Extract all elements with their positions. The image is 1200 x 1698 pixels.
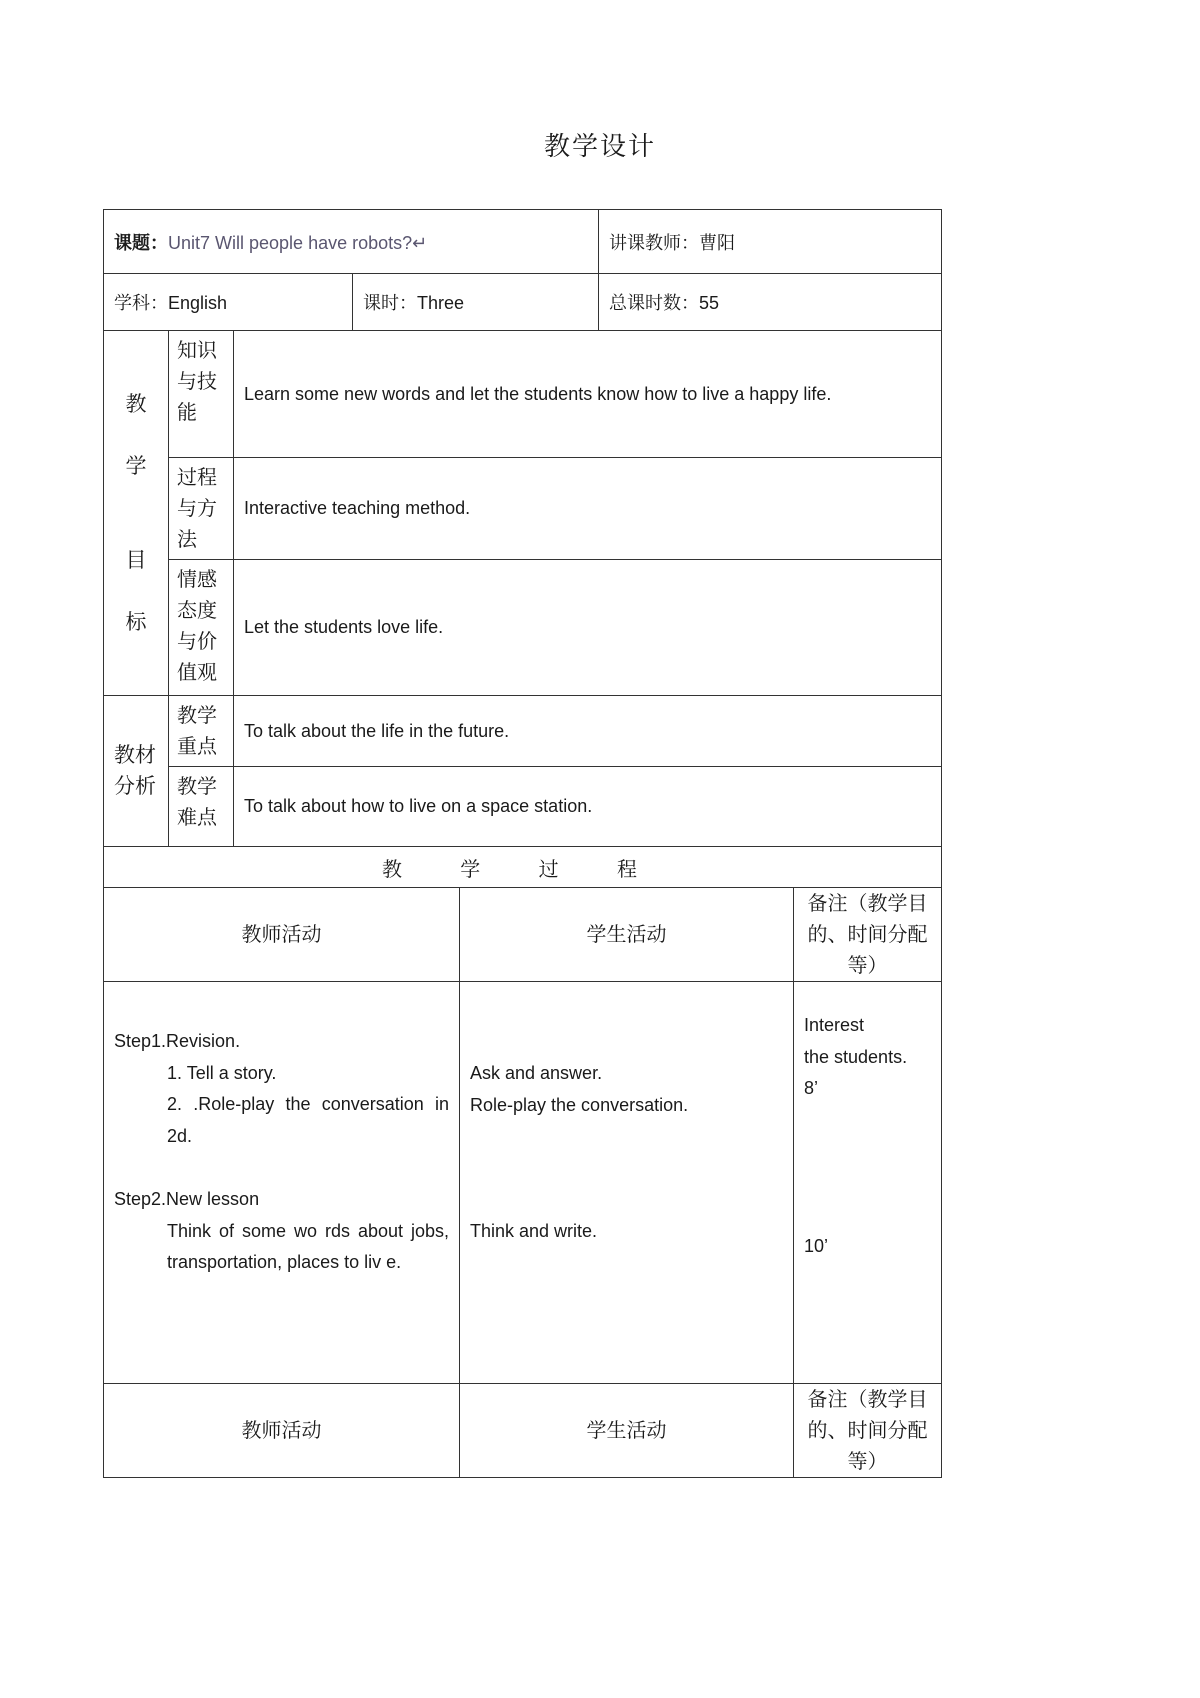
analysis-row-key xyxy=(104,696,942,767)
page-title: 教学设计 xyxy=(543,132,656,162)
objectives-char: 目 xyxy=(125,548,147,572)
analysis-label-difficult: 教学难点 xyxy=(169,767,234,847)
notes-head-2: 备注（教学目的、时间分配等） xyxy=(794,1384,942,1478)
student-line: Ask and answer. xyxy=(470,1063,603,1083)
analysis-text-key: To talk about the life in the future. xyxy=(234,696,942,767)
analysis-group-label: 教材分析 xyxy=(104,696,169,847)
topic-cell xyxy=(104,210,599,274)
objectives-group-label xyxy=(104,331,169,696)
objective-label-process: 过程与方法 xyxy=(169,458,234,560)
process-heading-row xyxy=(104,847,942,888)
student-activity-head-2: 学生活动 xyxy=(460,1384,794,1478)
objectives-char: 教 xyxy=(125,392,147,416)
note-line: 10’ xyxy=(804,1235,829,1256)
student-activity-cell xyxy=(460,982,794,1384)
notes-head: 备注（教学目的、时间分配等） xyxy=(794,888,942,982)
info-row xyxy=(104,274,942,331)
note-line: Interest xyxy=(804,1015,865,1035)
teacher-value: 曹阳 xyxy=(699,232,735,254)
period-label: 课时： xyxy=(363,293,417,314)
objective-text-knowledge: Learn some new words and let the students know how to live a happy life. xyxy=(234,331,942,458)
process-footer-heads xyxy=(104,1384,942,1478)
objective-text-process: Interactive teaching method. xyxy=(234,458,942,560)
objective-row-knowledge xyxy=(104,331,942,458)
notes-cell xyxy=(794,982,942,1384)
step1-title: Step1.Revision. xyxy=(114,1031,241,1051)
analysis-text-difficult: To talk about how to live on a space station. xyxy=(234,767,942,847)
process-column-heads xyxy=(104,888,942,982)
note-line: 8’ xyxy=(804,1078,819,1098)
period-value: Three xyxy=(417,293,465,313)
process-heading: 教 学 过 程 xyxy=(104,847,942,888)
teacher-activity-cell xyxy=(104,982,460,1384)
total-label: 总课时数： xyxy=(609,293,699,314)
lesson-plan-table xyxy=(103,209,942,1478)
subject-value: English xyxy=(168,293,228,313)
objective-label-knowledge: 知识与技能 xyxy=(169,331,234,458)
total-value: 55 xyxy=(699,293,720,313)
step1-item: 2. .Role-play the conversation in 2d. xyxy=(167,1094,449,1146)
objectives-char: 学 xyxy=(125,454,147,478)
subject-label: 学科： xyxy=(114,293,168,314)
analysis-row-difficult xyxy=(104,767,942,847)
student-line: Role-play the conversation. xyxy=(470,1094,689,1115)
objectives-char: 标 xyxy=(125,610,147,634)
objective-label-attitude: 情感态度与价值观 xyxy=(169,560,234,696)
step1-item: 1. Tell a story. xyxy=(167,1062,277,1083)
step2-text: Think of some wo rds about jobs, transportation, places to liv e. xyxy=(167,1220,449,1272)
subject-cell xyxy=(104,274,353,331)
objective-text-attitude: Let the students love life. xyxy=(234,560,942,696)
objective-row-process xyxy=(104,458,942,560)
analysis-label-key: 教学重点 xyxy=(169,696,234,767)
teacher-activity-head: 教师活动 xyxy=(104,888,460,982)
teacher-cell xyxy=(599,210,942,274)
process-body-row xyxy=(104,982,942,1384)
student-line: Think and write. xyxy=(470,1221,598,1241)
topic-label: 课题： xyxy=(114,232,168,254)
step2-title: Step2.New lesson xyxy=(114,1189,260,1209)
topic-value: Unit7 Will people have robots?↵ xyxy=(168,232,428,253)
teacher-label: 讲课教师： xyxy=(609,232,699,254)
student-activity-head: 学生活动 xyxy=(460,888,794,982)
period-cell xyxy=(353,274,599,331)
total-periods-cell xyxy=(599,274,942,331)
note-line: the students. xyxy=(804,1046,908,1067)
objective-row-attitude xyxy=(104,560,942,696)
topic-row xyxy=(104,210,942,274)
teacher-activity-head-2: 教师活动 xyxy=(104,1384,460,1478)
